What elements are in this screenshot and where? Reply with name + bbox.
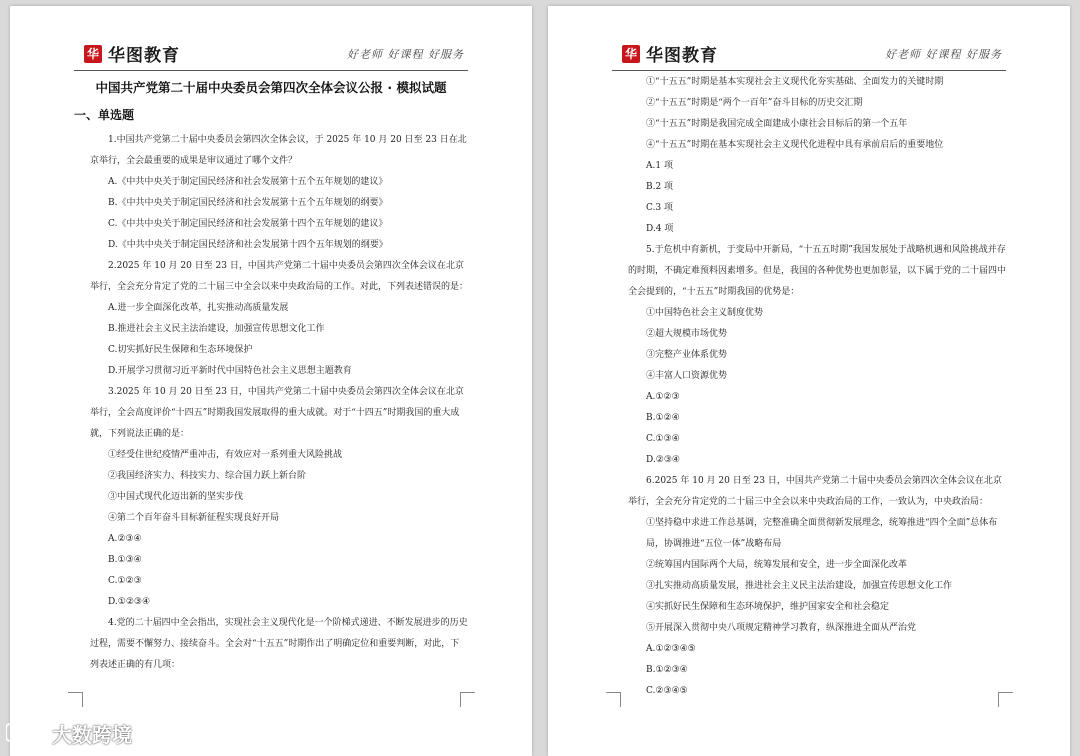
option-text: ③“十五五”时期是我国完成全面建成小康社会目标后的第一个五年	[646, 119, 908, 129]
option-text: A.《中共中央关于制定国民经济和社会发展第十五个五年规划的建议》	[108, 177, 388, 187]
question-text: 5.于危机中育新机，于变局中开新局，“十五五时期”我国发展处于战略机遇和风险挑战并存的时期，不确定难预料因素增多。但是，我国的各种优势也更加彰显，以下属于党的二十届四中全会提到的，“十五五”时期我国的优势是：	[628, 245, 1007, 297]
option-text: B.《中共中央关于制定国民经济和社会发展第十五个五年规划的纲要》	[108, 198, 388, 208]
option-text: B.2 项	[646, 182, 674, 192]
question-text: 1.中国共产党第二十届中央委员会第四次全体会议，于 2025 年 10 月 20 日至 23 日在北京举行，全会最重要的成果是审议通过了哪个文件？	[90, 135, 467, 166]
logo-mark-icon: 华	[622, 45, 640, 63]
option-text: ③扎实推动高质量发展，推进社会主义民主法治建设，加强宣传思想文化工作	[646, 581, 953, 591]
option-text: C.《中共中央关于制定国民经济和社会发展第十四个五年规划的建议》	[108, 219, 388, 229]
option-text: A.①②③	[646, 392, 680, 402]
document-page-left	[10, 6, 532, 756]
option-text: A.1 项	[646, 161, 673, 171]
crop-mark	[606, 692, 621, 707]
crop-mark	[460, 692, 475, 707]
watermark	[6, 719, 132, 748]
option-text: A.进一步全面深化改革，扎实推动高质量发展	[108, 303, 289, 313]
option-text: C.①②③	[108, 576, 142, 586]
question-text: 2.2025 年 10 月 20 日至 23 日，中国共产党第二十届中央委员会第四次全体会议在北京举行，全会充分肯定了党的二十届三中全会以来中央政治局的工作。对此，下列表述错误的是：	[90, 261, 469, 292]
question-text: 6.2025 年 10 月 20 日至 23 日，中国共产党第二十届中央委员会第四次全体会议在北京举行，全会充分肯定党的二十届三中全会以来中央政治局的工作，一致认为，中央政治局：	[628, 476, 1002, 507]
crop-mark	[68, 692, 83, 707]
option-text: ①坚持稳中求进工作总基调，完整准确全面贯彻新发展理念，统筹推进“四个全面”总体布局，协调推进“五位一体”战略布局	[646, 518, 998, 549]
page-header	[74, 36, 468, 71]
page-body	[90, 130, 468, 676]
option-text: D.①②③④	[108, 597, 151, 607]
brand-logo	[84, 41, 180, 66]
option-text: C.切实抓好民生保障和生态环境保护	[108, 345, 253, 355]
brand-logo	[622, 41, 718, 66]
section-title: 一、单选题	[74, 108, 135, 122]
option-text: ②统筹国内国际两个大局，统筹发展和安全，进一步全面深化改革	[646, 560, 908, 570]
logo-mark-icon: 华	[84, 45, 102, 63]
question-text: 4.党的二十届四中全会指出，实现社会主义现代化是一个阶梯式递进、不断发展进步的历史过程，需要不懈努力、接续奋斗。全会对“十五五”时期作出了明确定位和重要判断，对此，下列表述正确的有几项：	[90, 618, 468, 670]
document-page-right	[548, 6, 1070, 756]
option-text: C.②③④⑤	[646, 686, 688, 696]
logo-text: 华图教育	[646, 46, 718, 66]
page-body	[628, 72, 1006, 702]
option-text: D.《中共中央关于制定国民经济和社会发展第十四个五年规划的纲要》	[108, 240, 388, 250]
option-text: ②我国经济实力、科技实力、综合国力跃上新台阶	[108, 471, 307, 481]
option-text: ④实抓好民生保障和生态环境保护，维护国家安全和社会稳定	[646, 602, 890, 612]
page-header	[612, 36, 1006, 71]
option-text: ③完整产业体系优势	[646, 350, 728, 360]
option-text: B.推进社会主义民主法治建设，加强宣传思想文化工作	[108, 324, 325, 334]
option-text: B.①③④	[108, 555, 142, 565]
option-text: D.4 项	[646, 224, 674, 234]
option-text: ⑤开展深入贯彻中央八项规定精神学习教育，纵深推进全面从严治党	[646, 623, 917, 633]
option-text: ②超大规模市场优势	[646, 329, 728, 339]
option-text: D.开展学习贯彻习近平新时代中国特色社会主义思想主题教育	[108, 366, 352, 376]
option-text: ①经受住世纪疫情严重冲击，有效应对一系列重大风险挑战	[108, 450, 343, 460]
option-text: ④“十五五”时期在基本实现社会主义现代化进程中具有承前启后的重要地位	[646, 140, 944, 150]
question-text: 3.2025 年 10 月 20 日至 23 日，中国共产党第二十届中央委员会第四次全体会议在北京举行，全会高度评价“十四五”时期我国发展取得的重大成就。对于“十四五”时期我国的重大成就，下列说法正确的是：	[90, 387, 464, 439]
crop-mark	[998, 692, 1013, 707]
option-text: ①“十五五”时期是基本实现社会主义现代化夯实基础、全面发力的关键时期	[646, 77, 944, 87]
logo-text: 华图教育	[108, 46, 180, 66]
watermark-text: 大数跨境	[52, 723, 132, 747]
option-text: B.①②③④	[646, 665, 688, 675]
option-text: C.3 项	[646, 203, 674, 213]
option-text: ④第二个百年奋斗目标新征程实现良好开局	[108, 513, 280, 523]
option-text: ④丰富人口资源优势	[646, 371, 728, 381]
header-slogan: 好老师 好课程 好服务	[347, 48, 464, 61]
option-text: ①中国特色社会主义制度优势	[646, 308, 764, 318]
option-text: ②“十五五”时期是“两个一百年”奋斗目标的历史交汇期	[646, 98, 863, 108]
header-slogan: 好老师 好课程 好服务	[885, 48, 1002, 61]
option-text: D.②③④	[646, 455, 680, 465]
chat-bubble-icon	[6, 721, 46, 747]
option-text: B.①②④	[646, 413, 680, 423]
option-text: C.①③④	[646, 434, 680, 444]
document-title: 中国共产党第二十届中央委员会第四次全体会议公报 · 模拟试题	[95, 80, 447, 95]
option-text: A.②③④	[108, 534, 142, 544]
option-text: ③中国式现代化迈出新的坚实步伐	[108, 492, 244, 502]
option-text: A.①②③④⑤	[646, 644, 696, 654]
